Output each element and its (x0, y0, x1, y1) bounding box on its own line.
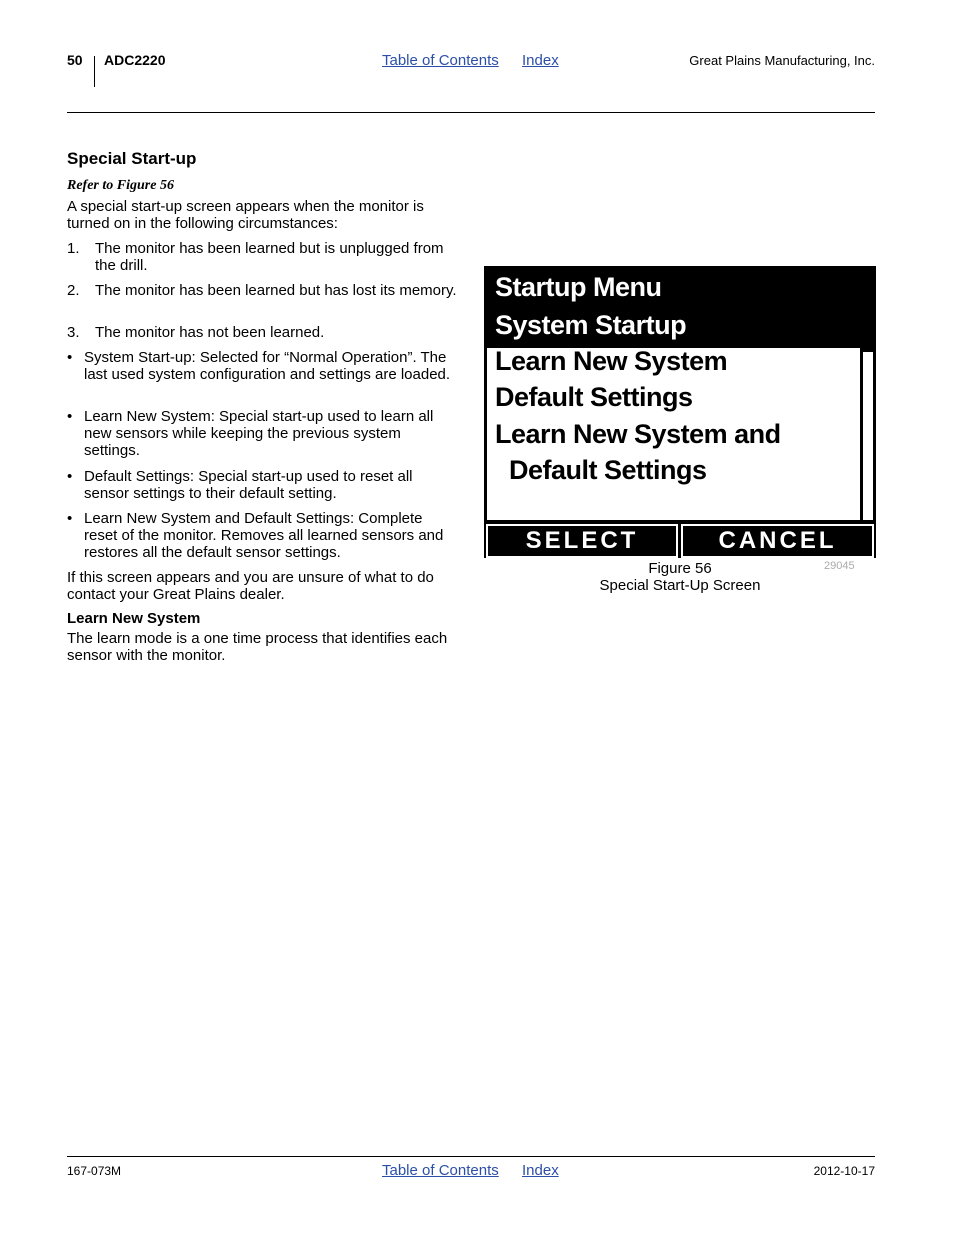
intro-paragraph: A special start-up screen appears when the monitor is turned on in the following circumstances: (67, 198, 424, 232)
bullet-text: System Start-up: Selected for “Normal Operation”. The last used system configuration and settings are loaded. (84, 349, 451, 383)
closing-paragraph: If this screen appears and you are unsure of what to do contact your Great Plains dealer. (67, 569, 434, 603)
bullet-glyph: • (67, 468, 73, 485)
screen-title: Startup Menu (495, 272, 662, 302)
bullet-glyph: • (67, 408, 73, 425)
footer-rule (67, 1156, 875, 1157)
footer-toc-link[interactable]: Table of Contents (382, 1162, 499, 1179)
bullet-text: Learn New System and Default Settings: Complete reset of the monitor. Removes all learned sensors and restores all the default sensor settings. (84, 510, 444, 561)
figure-caption: Special Start-Up Screen (599, 577, 761, 594)
menu-list (487, 310, 860, 520)
header-index-link[interactable]: Index (522, 52, 559, 69)
select-button[interactable]: SELECT (486, 524, 678, 558)
scrollbar-thumb[interactable] (863, 310, 873, 352)
menu-scrollbar[interactable] (863, 310, 873, 520)
item-text: The monitor has been learned but has lost its memory. (95, 282, 457, 299)
cancel-button[interactable]: CANCEL (681, 524, 874, 558)
item-number: 1. (67, 240, 80, 257)
header-rule (67, 112, 875, 113)
item-number: 3. (67, 324, 80, 341)
bullet-text: Default Settings: Special start-up used to reset all sensor settings to their default setting. (84, 468, 413, 502)
startup-menu-screen (484, 266, 876, 558)
subsection-heading: Learn New System (67, 610, 201, 627)
menu-item-learn-and-default-cont[interactable]: Default Settings (509, 455, 707, 485)
section-heading: Special Start-up (67, 149, 197, 168)
menu-item-learn-and-default[interactable]: Learn New System and (495, 419, 781, 449)
item-text: The monitor has been learned but is unplugged from the drill. (95, 240, 444, 274)
document-title: ADC2220 (104, 52, 166, 68)
header-divider (94, 56, 95, 87)
footer-doc-code: 167-073M (67, 1164, 122, 1178)
bullet-glyph: • (67, 510, 73, 527)
footer-date: 2012-10-17 (813, 1164, 875, 1178)
figure-number: Figure 56 (648, 560, 712, 577)
menu-item-default-settings[interactable]: Default Settings (495, 382, 693, 412)
company-name: Great Plains Manufacturing, Inc. (689, 53, 875, 68)
item-number: 2. (67, 282, 80, 299)
page-number: 50 (67, 52, 83, 68)
subsection-paragraph: The learn mode is a one time process that identifies each sensor with the monitor. (67, 630, 448, 664)
header-toc-link[interactable]: Table of Contents (382, 52, 499, 69)
menu-item-learn-new-system[interactable]: Learn New System (495, 346, 728, 376)
figure-reference: Refer to Figure 56 (67, 178, 174, 193)
bullet-text: Learn New System: Special start-up used to learn all new sensors while keeping the previous system settings. (84, 408, 434, 459)
menu-item-system-startup[interactable] (487, 310, 860, 348)
item-text: The monitor has not been learned. (95, 324, 325, 341)
figure-image-id: 29045 (824, 560, 855, 572)
bullet-glyph: • (67, 349, 73, 366)
menu-item-label: System Startup (495, 310, 687, 340)
footer-index-link[interactable]: Index (522, 1162, 559, 1179)
